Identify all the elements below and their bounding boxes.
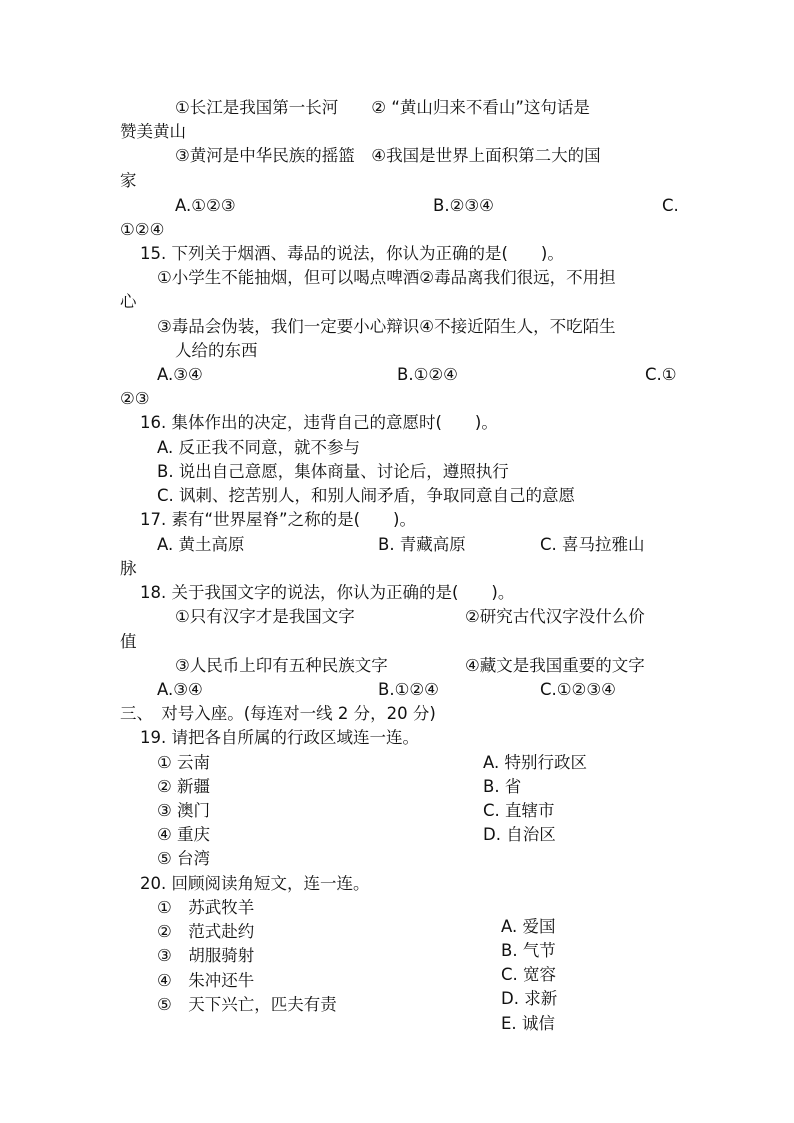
q20-left-item: ④ 朱冲还牛 (157, 971, 255, 990)
q16-option-c: C. 讽刺、挖苦别人，和别人闹矛盾，争取同意自己的意愿 (157, 486, 576, 505)
q14-item-line-4: 家 (120, 171, 137, 190)
q17-option-b: B. 青藏高原 (378, 535, 466, 554)
q16-option-a: A. 反正我不同意，就不参与 (157, 438, 360, 457)
q17-option-c: C. 喜马拉雅山 (540, 535, 645, 554)
q19-left-item: ① 云南 (157, 753, 211, 772)
q14-item-line-3: ③黄河是中华民族的摇篮 ④我国是世界上面积第二大的国 (175, 146, 601, 165)
q20-left-item: ① 苏武牧羊 (157, 898, 255, 917)
q15-item-1-cont: 心 (120, 292, 137, 311)
q18-option-c: C.①②③④ (540, 680, 616, 699)
q20-left-item: ② 范式赴约 (157, 922, 255, 941)
q14-option-c: C. (662, 196, 679, 215)
q14-item-line-1: ①长江是我国第一长河 ② “黄山归来不看山”这句话是 (175, 98, 590, 117)
q16-stem: 16. 集体作出的决定，违背自己的意愿时( )。 (140, 413, 498, 432)
q15-option-b: B.①②④ (397, 365, 458, 384)
q20-right-item: E. 诚信 (501, 1014, 555, 1033)
q19-right-item: C. 直辖市 (483, 801, 555, 820)
section-3-title: 三、 对号入座。(每连对一线 2 分，20 分) (120, 704, 436, 723)
q15-item-2-cont: 人给的东西 (175, 341, 258, 360)
q15-option-a: A.③④ (157, 365, 203, 384)
q15-option-c-cont: ②③ (120, 389, 150, 408)
q19-left-item: ④ 重庆 (157, 825, 211, 844)
q15-item-1: ①小学生不能抽烟，但可以喝点啤酒②毒品离我们很远，不用担 (157, 268, 616, 287)
q20-right-item: C. 宽容 (501, 965, 557, 984)
q19-left-item: ② 新疆 (157, 777, 211, 796)
q20-right-item: D. 求新 (501, 989, 558, 1008)
q18-item-1: ①只有汉字才是我国文字 (175, 607, 355, 626)
q16-option-b: B. 说出自己意愿，集体商量、讨论后，遵照执行 (157, 462, 509, 481)
q20-left-item: ③ 胡服骑射 (157, 946, 255, 965)
q14-option-a: A.①②③ (175, 196, 236, 215)
q19-right-item: A. 特别行政区 (483, 753, 587, 772)
q18-item-4: ④藏文是我国重要的文字 (465, 656, 645, 675)
q17-option-c-cont: 脉 (120, 559, 137, 578)
q15-stem: 15. 下列关于烟酒、毒品的说法，你认为正确的是( )。 (140, 244, 564, 263)
q19-left-item: ⑤ 台湾 (157, 849, 211, 868)
q18-option-b: B.①②④ (378, 680, 439, 699)
q19-left-item: ③ 澳门 (157, 801, 211, 820)
q19-right-item: D. 自治区 (483, 825, 556, 844)
q18-stem: 18. 关于我国文字的说法，你认为正确的是( )。 (140, 583, 515, 602)
q18-item-3: ③人民币上印有五种民族文字 (175, 656, 388, 675)
q18-option-a: A.③④ (157, 680, 203, 699)
q14-item-line-2: 赞美黄山 (120, 122, 186, 141)
q19-right-item: B. 省 (483, 777, 522, 796)
q20-right-item: B. 气节 (501, 941, 556, 960)
q18-item-2-cont: 值 (120, 632, 137, 651)
q20-left-item: ⑤ 天下兴亡，匹夫有责 (157, 995, 337, 1014)
q17-option-a: A. 黄土高原 (157, 535, 245, 554)
q15-option-c: C.① (645, 365, 677, 384)
q18-item-2: ②研究古代汉字没什么价 (465, 607, 645, 626)
q19-stem: 19. 请把各自所属的行政区域连一连。 (140, 728, 419, 747)
q17-stem: 17. 素有“世界屋脊”之称的是( )。 (140, 510, 416, 529)
q20-stem: 20. 回顾阅读角短文，连一连。 (140, 874, 370, 893)
q14-option-b: B.②③④ (433, 196, 494, 215)
q20-right-item: A. 爱国 (501, 917, 556, 936)
q15-item-2: ③毒品会伪装，我们一定要小心辩识④不接近陌生人，不吃陌生 (157, 317, 616, 336)
q14-option-c-cont: ①②④ (120, 220, 165, 239)
